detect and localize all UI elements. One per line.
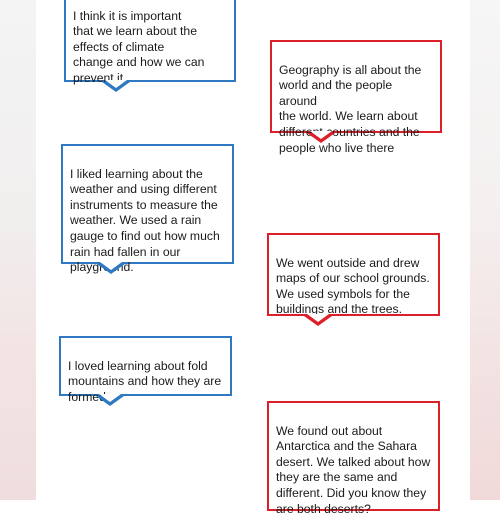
speech-bubble-geography	[270, 40, 442, 155]
speech-bubble-fold-mountains	[59, 336, 232, 404]
speech-bubble-tail	[307, 133, 335, 143]
bubble-text: We went outside and drew maps of our school grounds. We used symbols for the buildings and the trees.	[276, 255, 430, 317]
speech-bubble-maps	[267, 233, 440, 316]
speech-bubble-weather	[61, 144, 234, 275]
background-left	[0, 0, 36, 500]
bubble-text: I loved learning about fold mountains and how they are formed	[68, 358, 222, 404]
speech-bubble-climate-change	[64, 0, 236, 85]
background-right	[470, 0, 500, 500]
bubble-text: Geography is all about the world and the people around the world. We learn about different countries and the people who live there	[279, 62, 422, 155]
bubble-text: I liked learning about the weather and using different instruments to measure the weather. We used a rain gauge to find out how much rain had fallen in our playground.	[70, 166, 220, 275]
speech-bubble-deserts	[267, 401, 440, 516]
bubble-text: We found out about Antarctica and the Sahara desert. We talked about how they are the same and different. Did you know they are both deserts?	[276, 423, 431, 516]
speech-bubble-tail	[97, 264, 125, 274]
speech-bubble-tail	[304, 316, 332, 326]
speech-bubble-tail	[96, 396, 124, 406]
speech-bubble-tail	[102, 82, 130, 92]
bubble-text: I think it is important that we learn about the effects of climate change and how we can prevent it	[73, 8, 205, 85]
